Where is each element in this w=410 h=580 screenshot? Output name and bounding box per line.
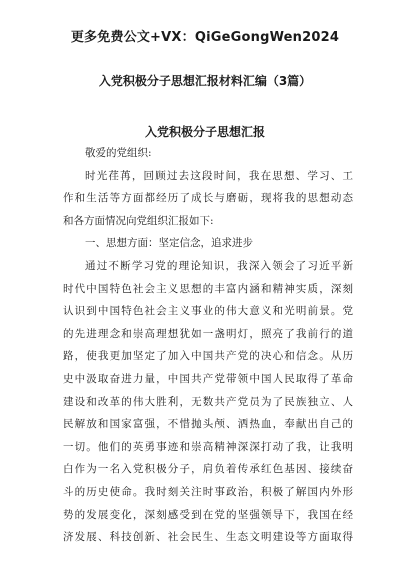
body-line: 济发展、科技创新、社会民生、生态文明建设等方面取得: [63, 531, 353, 544]
body-line: 的先进理念和崇高理想犹如一盏明灯，照亮了我前行的道: [63, 327, 353, 340]
document-body: [63, 142, 353, 549]
body-line: 一切。他们的英勇事迹和崇高精神深深打动了我，让我明: [63, 440, 353, 453]
body-line: 建设和改革的伟大胜利，无数共产党员为了民族独立、人: [63, 395, 353, 408]
body-line: 史中汲取奋进力量，中国共产党带领中国人民取得了革命: [63, 372, 353, 385]
document-title: 入党积极分子思想汇报材料汇编（3篇）: [98, 74, 312, 88]
body-line: 斗的历史使命。我时刻关注时事政治，积极了解国内外形: [63, 485, 353, 498]
body-line: 民解放和国家富强，不惜抛头颅、洒热血，奉献出自己的: [63, 418, 353, 431]
promo-header: 更多免费公文+VX：QiGeGongWen2024: [70, 30, 340, 45]
body-line: 认识到中国特色社会主义事业的伟大意义和光明前景。党: [63, 305, 353, 318]
body-line: 路，使我更加坚定了加入中国共产党的决心和信念。从历: [63, 350, 353, 363]
salutation-line: 敬爱的党组织:: [85, 147, 152, 159]
body-line: 势的发展变化，深刻感受到在党的坚强领导下，我国在经: [63, 508, 353, 521]
body-line: 作和生活等方面都经历了成长与磨砺，现将我的思想动态: [63, 192, 353, 205]
subheading-line: 一、思想方面：坚定信念，追求进步: [85, 237, 253, 250]
body-line: 时光荏苒，回顾过去这段时间，我在思想、学习、工: [85, 169, 353, 182]
body-line: 时代中国特色社会主义思想的丰富内涵和精神实质，深刻: [63, 282, 353, 295]
body-line: 通过不断学习党的理论知识，我深入领会了习近平新: [85, 259, 353, 272]
body-line: 和各方面情况向党组织汇报如下:: [63, 214, 214, 227]
body-line: 白作为一名入党积极分子，肩负着传承红色基因、接续奋: [63, 463, 353, 476]
section-title: 入党积极分子思想汇报: [144, 125, 265, 139]
